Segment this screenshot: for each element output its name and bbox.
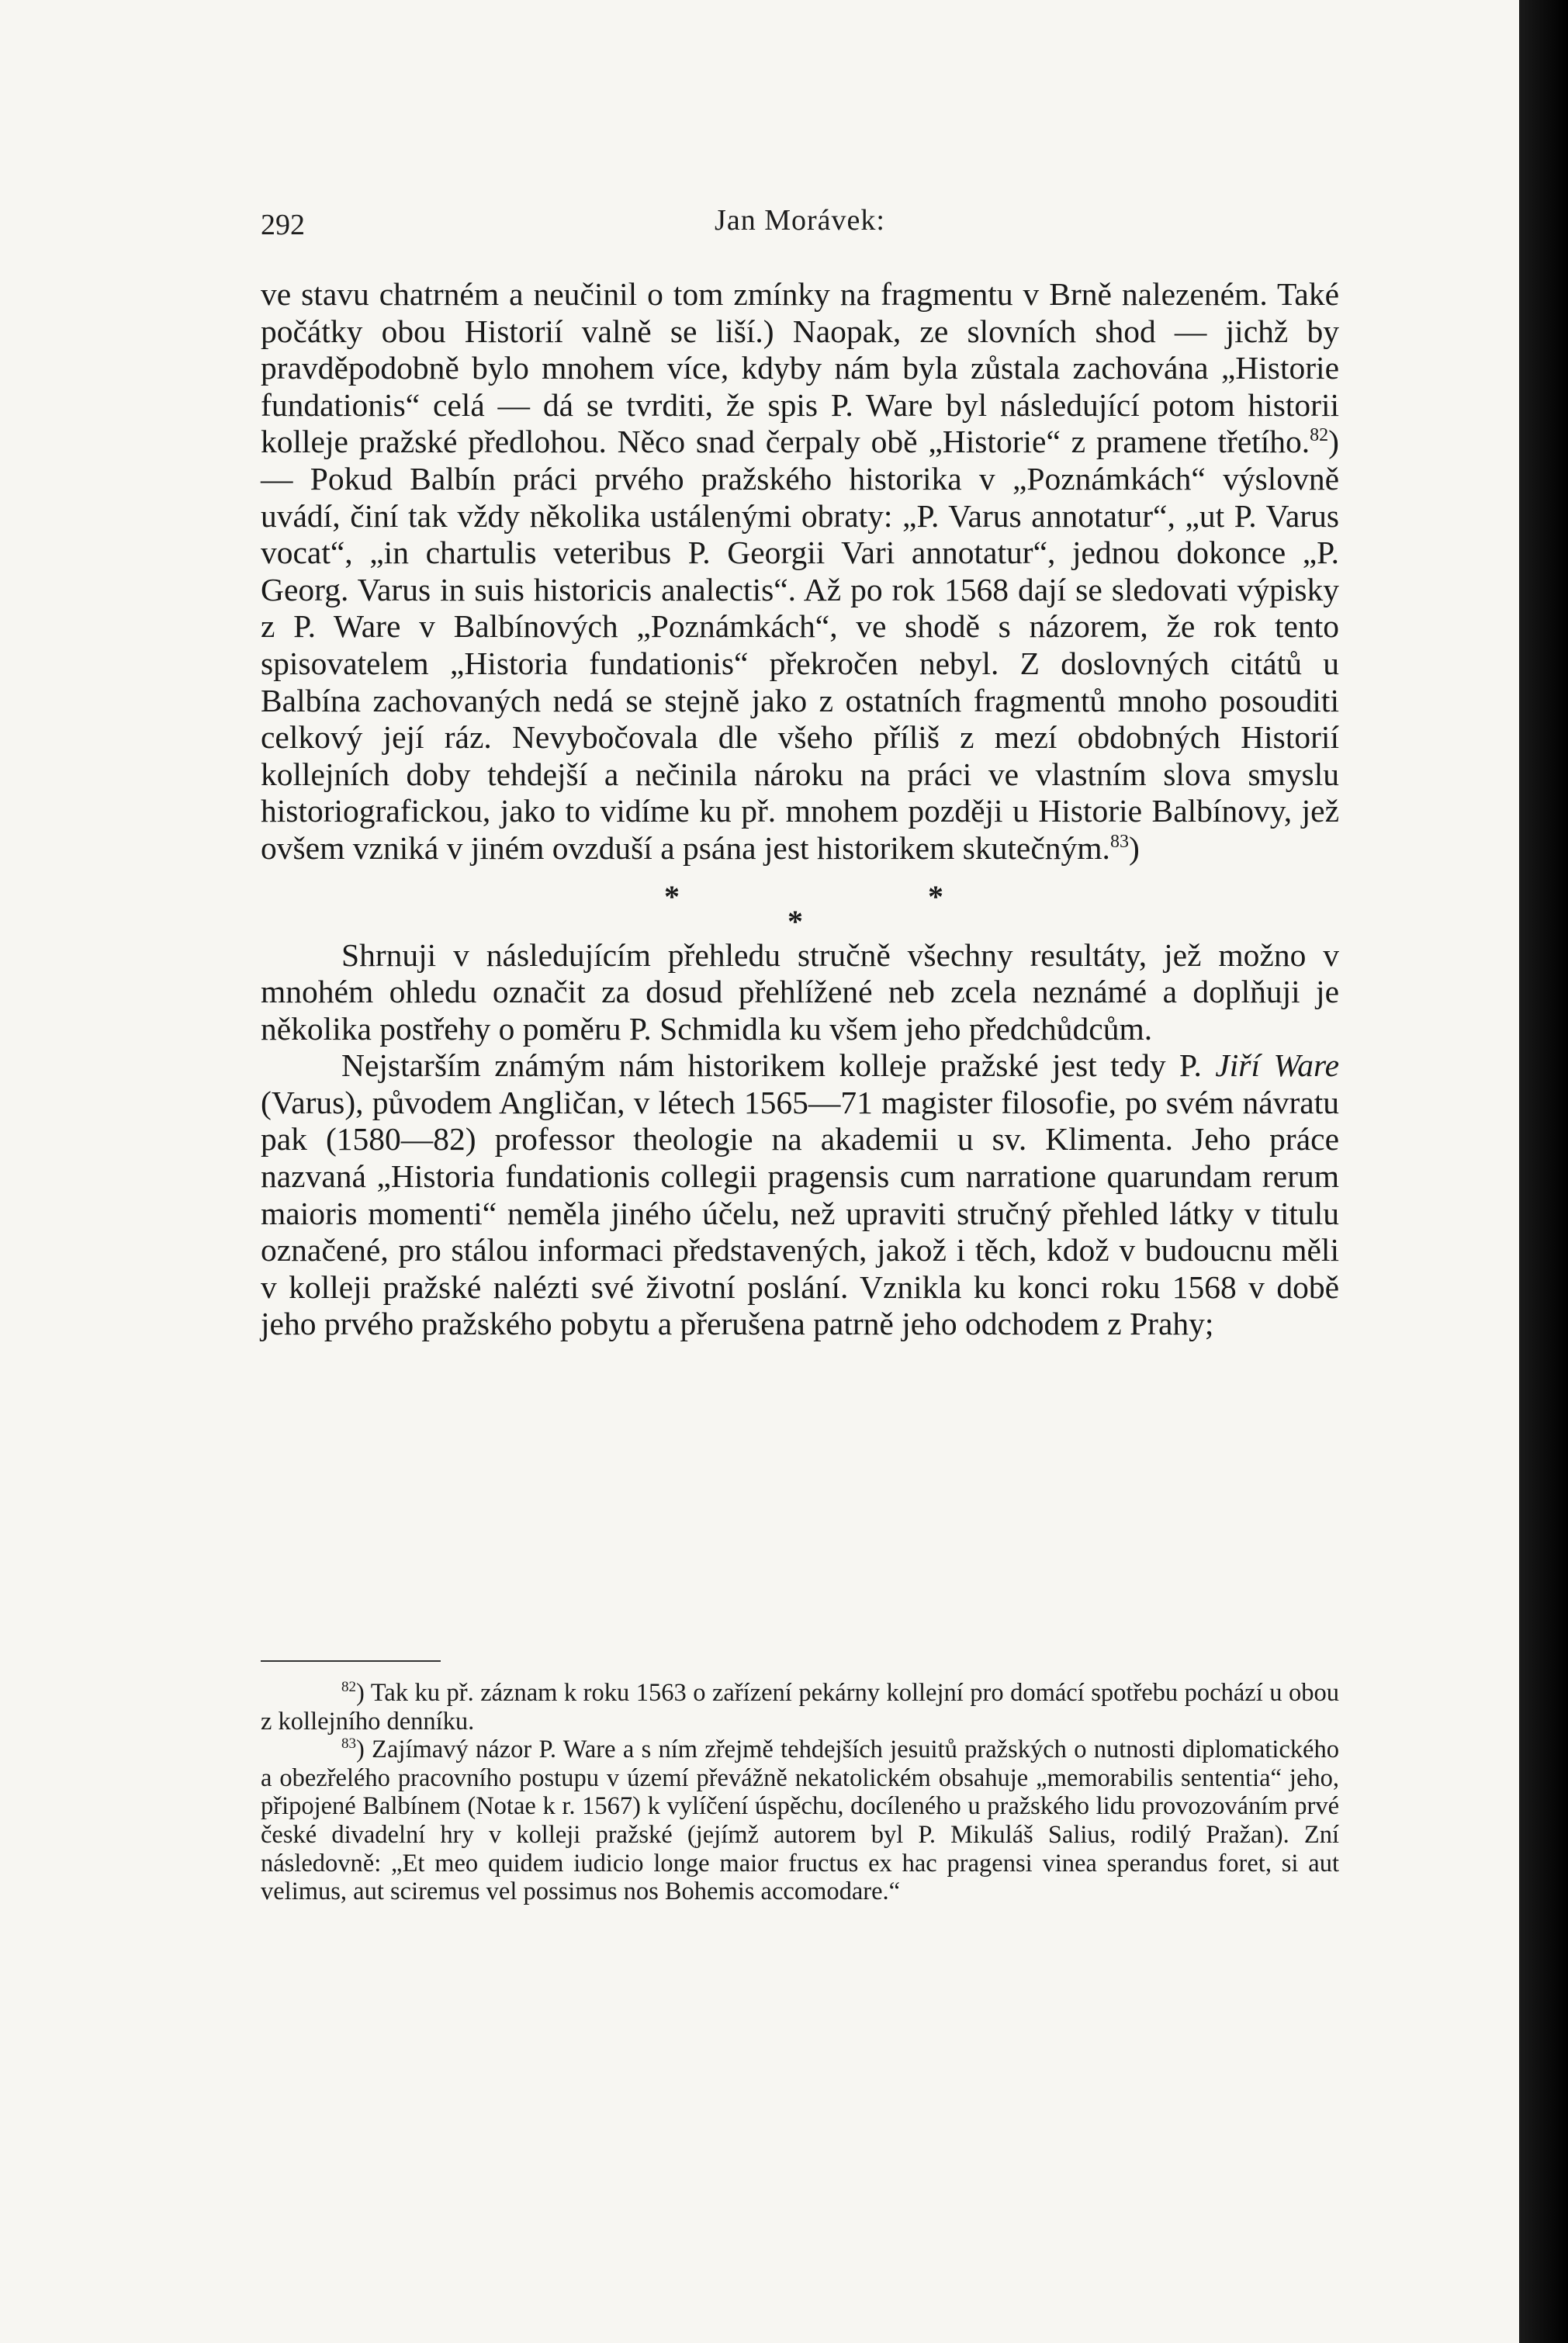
section-separator [261, 875, 1339, 939]
running-title: Jan Morávek: [715, 204, 885, 237]
footnote-rule [261, 1660, 441, 1662]
footnote-marker: 83 [341, 1736, 356, 1753]
page-number: 292 [261, 209, 305, 241]
scan-edge [1519, 0, 1568, 2343]
main-text [261, 276, 1339, 1343]
page-header [261, 200, 1339, 247]
paragraph-2: Shrnuji v následujícím přehledu stručně všechny resultáty, jež možno v mnohém ohledu označit za dosud přehlížené neb zcela neznámé a doplňuji je několika postřehy o poměru P. Schmidla ku všem jeho předchůdcům. [261, 936, 1339, 1047]
paragraph-1-text: ve stavu chatrném a neučinil o tom zmínky na fragmentu v Brně nalezeném. Také počátky obou Historií valně se liší.) Naopak, ze slovních shod — jichž by pravděpodobně bylo mnohem více, kdyby nám byla zůstala zachována „Historie fundationis“ celá — dá se tvrditi, že spis P. Ware byl následující potom historii kolleje pražské předlohou. Něco snad čerpaly obě „Historie“ z pramene třetího. [261, 276, 1339, 460]
footnote-83 [261, 1736, 1339, 1906]
footnotes [261, 1660, 1339, 1906]
footnote-text: ) Tak ku př. záznam k roku 1563 o zařízení pekárny kollejní pro domácí spotřebu pochází u obou z kollejního denníku. [261, 1679, 1339, 1736]
paragraph-1-end: ) [1128, 829, 1140, 866]
separator-star: * [928, 878, 943, 914]
person-name-italic: Jiří Ware [1215, 1047, 1339, 1084]
separator-star: * [787, 903, 803, 939]
paragraph-1 [261, 276, 1339, 867]
footnote-text: ) Zajímavý názor P. Ware a s ním zřejmě tehdejších jesuitů pražských o nutnosti diplomatického a obezřelého pracovního postupu v území převážně nekatolickém obsahuje „memorabilis sententia“ jeho, připojené Balbínem (Notae k r. 1567) k vylíčení úspěchu, docíleného u pražského lidu provozováním prvé české divadelní hry v kolleji pražské (jejímž autorem byl P. Mikuláš Salius, rodilý Pražan). Zní následovně: „Et meo quidem iudicio longe maior fructus ex hac pragensi vinea sperandus foret, si aut velimus, aut sciremus vel possimus nos Bohemis accomodare.“ [261, 1736, 1339, 1906]
footnote-ref-83: 83 [1109, 832, 1129, 853]
paragraph-3-continuation: (Varus), původem Angličan, v létech 1565—71 magister filosofie, po svém návratu pak (1580—82) professor theologie na akademii u sv. Klimenta. Jeho práce nazvaná „Historia fundationis collegii pragensis cum narratione quarundam rerum maioris momenti“ neměla jiného účelu, než upraviti stručný přehled látky v titulu označené, pro stálou informaci představených, jakož i těch, kdož v budoucnu měli v kolleji pražské nalézti své životní poslání. Vznikla ku konci roku 1568 v době jeho prvého pražského pobytu a přerušena patrně jeho odchodem z Prahy; [261, 1084, 1339, 1342]
paragraph-3-text: Nejstarším známým nám historikem kolleje pražské jest tedy P. [341, 1047, 1216, 1084]
footnote-ref-82: 82 [1310, 425, 1329, 446]
separator-star: * [664, 878, 680, 914]
footnote-marker: 82 [341, 1679, 356, 1696]
paragraph-1-continuation: ) — Pokud Balbín práci prvého pražského historika v „Poznámkách“ výslovně uvádí, činí tak vždy několika ustálenými obraty: „P. Varus annotatur“, „ut P. Varus vocat“, „in chartulis veteribus P. Georgii Vari annotatur“, jednou dokonce „P. Georg. Varus in suis historicis analectis“. Až po rok 1568 dají se sledovati výpisky z P. Ware v Balbínových „Poznámkách“, ve shodě s názorem, že rok tento spisovatelem „Historia fundationis“ překročen nebyl. Z doslovných citátů u Balbína zachovaných nedá se stejně jako z ostatních fragmentů mnoho posouditi celkový její ráz. Nevybočovala dle všeho příliš z mezí obdobných Historií kollejních doby tehdejší a nečinila nároku na práci ve vlastním slova smyslu historiografickou, jako to vidíme ku př. mnohem později u Historie Balbínovy, jež ovšem vzniká v jiném ovzduší a psána jest historikem skutečným. [261, 424, 1339, 866]
footnote-82 [261, 1679, 1339, 1736]
paragraph-3 [261, 1047, 1339, 1343]
